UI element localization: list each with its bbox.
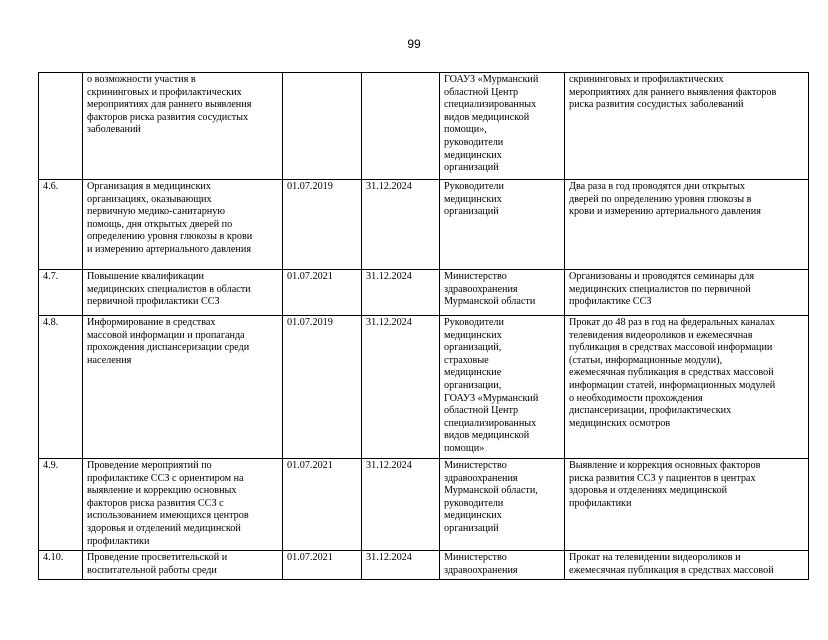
cell-number: 4.6. <box>39 180 83 270</box>
cell-number: 4.7. <box>39 270 83 316</box>
table-row <box>39 551 809 580</box>
cell-result: Прокат до 48 раз в год на федеральных каналах телевидения видеороликов и ежемесячная публикация в средствах массовой информации (статьи, информационные модули), ежемесячная публикация в средствах массовой информации статей, информационных модулей о необходимости прохождения диспансеризации, профилактических медицинских осмотров <box>565 316 809 459</box>
table-row <box>39 73 809 180</box>
cell-responsible: Руководители медицинских организаций, страховые медицинские организации, ГОАУЗ «Мурманский областной Центр специализированных видов медицинской помощи» <box>440 316 565 459</box>
cell-responsible: Министерство здравоохранения Мурманской области <box>440 270 565 316</box>
cell-measure: Информирование в средствах массовой информации и пропаганда прохождения диспансеризации среди населения <box>83 316 283 459</box>
table-row <box>39 316 809 459</box>
cell-result: Два раза в год проводятся дни открытых дверей по определению уровня глюкозы в крови и измерению артериального давления <box>565 180 809 270</box>
table-row <box>39 270 809 316</box>
cell-start-date: 01.07.2019 <box>283 180 362 270</box>
cell-end-date: 31.12.2024 <box>362 180 440 270</box>
cell-number: 4.10. <box>39 551 83 580</box>
cell-number <box>39 73 83 180</box>
cell-end-date: 31.12.2024 <box>362 459 440 551</box>
page-number: 99 <box>407 37 421 51</box>
cell-result: скрининговых и профилактических мероприятиях для раннего выявления факторов риска развития сосудистых заболеваний <box>565 73 809 180</box>
cell-responsible: Министерство здравоохранения Мурманской области, руководители медицинских организаций <box>440 459 565 551</box>
cell-end-date: 31.12.2024 <box>362 551 440 580</box>
cell-result: Прокат на телевидении видеороликов и ежемесячная публикация в средствах массовой <box>565 551 809 580</box>
cell-end-date: 31.12.2024 <box>362 316 440 459</box>
cell-end-date: 31.12.2024 <box>362 270 440 316</box>
plan-table <box>38 72 809 580</box>
cell-responsible: Руководители медицинских организаций <box>440 180 565 270</box>
cell-number: 4.8. <box>39 316 83 459</box>
cell-responsible: Министерство здравоохранения <box>440 551 565 580</box>
cell-start-date: 01.07.2021 <box>283 270 362 316</box>
cell-measure: Проведение мероприятий по профилактике ССЗ с ориентиром на выявление и коррекцию основных факторов риска развития ССЗ с использованием имеющихся центров здоровья и отделений медицинской профилактики <box>83 459 283 551</box>
cell-end-date <box>362 73 440 180</box>
table-row <box>39 180 809 270</box>
cell-result: Выявление и коррекция основных факторов риска развития ССЗ у пациентов в центрах здоровья и отделениях медицинской профилактики <box>565 459 809 551</box>
cell-start-date <box>283 73 362 180</box>
cell-measure: о возможности участия в скрининговых и профилактических мероприятиях для раннего выявления факторов риска развития сосудистых заболеваний <box>83 73 283 180</box>
cell-result: Организованы и проводятся семинары для медицинских специалистов по первичной профилактике ССЗ <box>565 270 809 316</box>
cell-number: 4.9. <box>39 459 83 551</box>
cell-measure: Проведение просветительской и воспитательной работы среди <box>83 551 283 580</box>
table-row <box>39 459 809 551</box>
cell-start-date: 01.07.2021 <box>283 459 362 551</box>
cell-measure: Повышение квалификации медицинских специалистов в области первичной профилактики ССЗ <box>83 270 283 316</box>
cell-responsible: ГОАУЗ «Мурманский областной Центр специализированных видов медицинской помощи», руководители медицинских организаций <box>440 73 565 180</box>
cell-start-date: 01.07.2019 <box>283 316 362 459</box>
cell-measure: Организация в медицинских организациях, оказывающих первичную медико-санитарную помощь, дня открытых дверей по определению уровня глюкозы в крови и измерению артериального давления <box>83 180 283 270</box>
cell-start-date: 01.07.2021 <box>283 551 362 580</box>
